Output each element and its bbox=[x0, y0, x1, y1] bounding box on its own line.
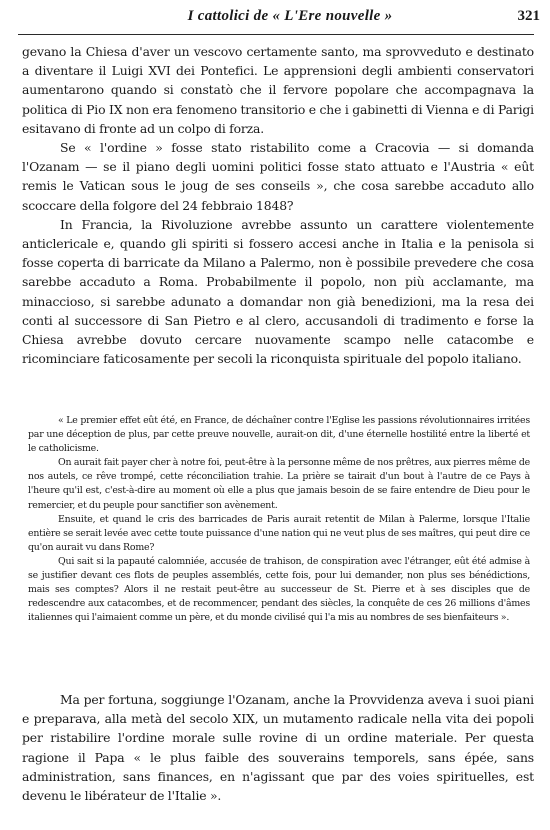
paragraph: Ma per fortuna, soggiunge l'Ozanam, anche la Provvidenza aveva i suoi piani e preparava, alla metà del secolo XIX, un mutamento radicale nella vita dei popoli per ristabilire l'ordine morale sulle rovine di un ordine materiale. Per questa ragione il Papa « le plus faible des souverains temporels, sans épée, sans administration, sans finances, en n'agissant que par des voies spirituelles, est devenu le libérateur de l'Italie ». bbox=[22, 692, 534, 804]
quote-paragraph: Ensuite, et quand le cris des barricades de Paris aurait retentit de Milan à Palerme, lorsque l'Italie entière se serait levée avec cette toute puissance d'une nation qui ne veut plus de ses maîtres, qui peut dire ce qu'on aurait vu dans Rome? bbox=[28, 513, 530, 553]
block-quotation bbox=[28, 414, 530, 625]
quote-paragraph: Qui sait si la papauté calomniée, accusée de trahison, de conspiration avec l'étranger, eût été admise à se justifier devant ces flots de peuples assemblés, cette fois, pour lui demander, non plus ses bénédictions, mais ses comptes? Alors il ne restait peut-être au successeur de St. Pierre et à ses disciples que de redescendre aux catacombes, et de recommencer, pendant des siècles, la conquête de ces 26 millions d'âmes italiennes qui l'aimaient comme un père, et du monde civilisé qui l'a mis au nombres de ses bienfaiteurs ». bbox=[28, 555, 530, 624]
quote-paragraph: On aurait fait payer cher à notre foi, peut-être à la personne même de nos prêtres, aux pierres même de nos autels, ce rêve trompé, cette réconciliation trahie. La prière se tairait d'un bout à l'autre de ce Pays à l'heure qu'il est, c'est-à-dire au moment où elle a plus que jamais besoin de se faire entendre de Dieu pour le remercier, et du peuple pour sanctifier son avènement. bbox=[28, 457, 530, 511]
page-number: 321 bbox=[517, 8, 540, 24]
running-title: I cattolici de « L'Ere nouvelle » bbox=[187, 8, 393, 24]
paragraph: Se « l'ordine » fosse stato ristabilito come a Cracovia — si domanda l'Ozanam — se il piano degli uomini politici fosse stato attuato e l'Austria « eût remis le Vatican sous le joug de ses conseils », che cosa sarebbe accaduto allo scoccare della folgore del 24 febbraio 1848? bbox=[22, 140, 534, 213]
paragraph: In Francia, la Rivoluzione avrebbe assunto un carattere violentemente anticlericale e, quando gli spiriti si fossero accesi anche in Italia e la penisola si fosse coperta di barricate da Milano a Palermo, non è possibile prevedere che cosa sarebbe accaduto a Roma. Probabilmente il popolo, non più acclamante, ma minaccioso, si sarebbe adunato a domandar non già benedizioni, ma la resa dei conti al successore di San Pietro e al clero, accusandoli di tradimento e forse la Chiesa avrebbe dovuto cercare nuovamente scampo nelle catacombe e ricominciare faticosamente per secoli la riconquista spirituale del popolo italiano. bbox=[22, 216, 534, 367]
header-rule bbox=[18, 34, 534, 35]
closing-text bbox=[22, 690, 534, 805]
paragraph-continued: gevano la Chiesa d'aver un vescovo certamente santo, ma sprovveduto e destinato a diventare il Luigi XVI dei Pontefici. Le apprensioni degli ambienti conservatori aumentarono quando si constatò che il fervore popolare che accompagnava la politica di Pio IX non era fenomeno transitorio e che i gabinetti di Vienna e di Parigi esitavano di fronte ad un colpo di forza. bbox=[22, 44, 534, 136]
main-text bbox=[22, 42, 534, 368]
quote-paragraph: « Le premier effet eût été, en France, de déchaîner contre l'Eglise les passions révolutionnaires irritées par une déception de plus, par cette preuve nouvelle, aurait-on dit, d'une éternelle hostilité entre la liberté et le catholicisme. bbox=[28, 415, 530, 455]
running-head bbox=[0, 6, 550, 30]
